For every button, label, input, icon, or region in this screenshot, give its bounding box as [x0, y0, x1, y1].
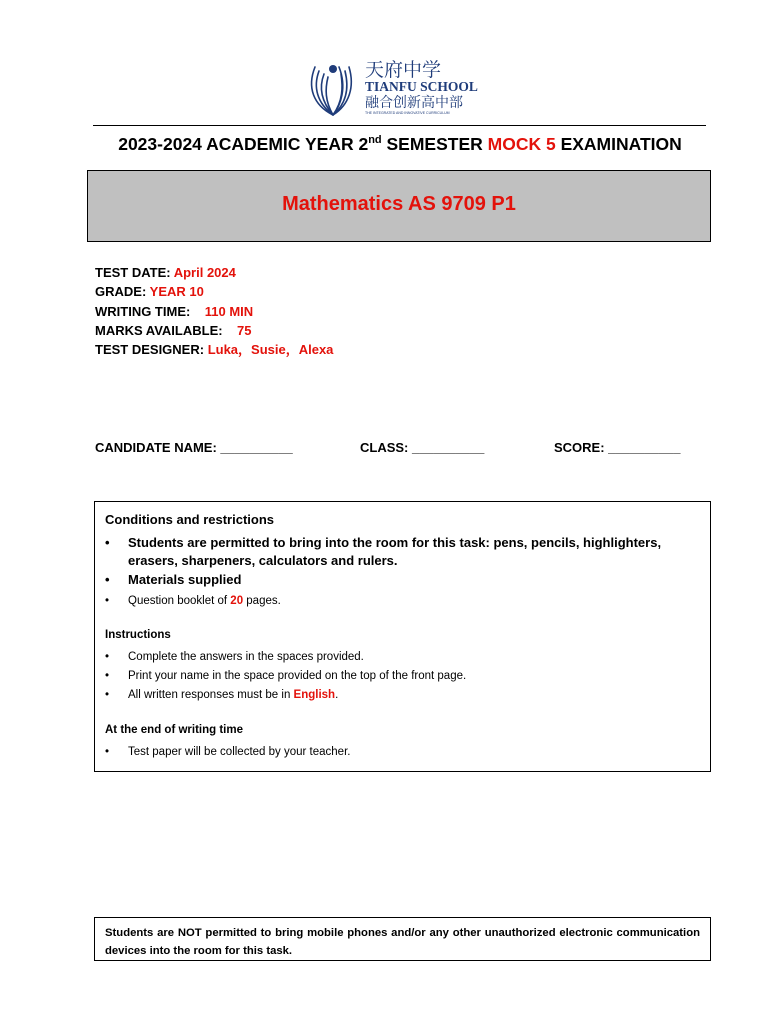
logo-chinese-name: 天府中学 [365, 59, 442, 81]
instruction-item-text: Complete the answers in the spaces provided. [128, 651, 364, 663]
booklet-item [105, 592, 695, 610]
booklet-pages: 20 [230, 595, 244, 607]
end-item [105, 743, 695, 761]
bullet-icon: • [105, 689, 110, 701]
exam-title-prefix: 2023-2024 ACADEMIC YEAR 2 [118, 134, 369, 154]
language-suffix: . [335, 689, 339, 701]
bullet-icon: • [105, 595, 110, 607]
grade-value: YEAR 10 [149, 284, 204, 300]
exam-title-superscript: nd [368, 134, 382, 147]
test-date-value: April 2024 [173, 265, 236, 280]
end-heading: At the end of writing time [105, 724, 243, 736]
exam-title-mid: SEMESTER [381, 134, 488, 154]
subject-title: Mathematics AS 9709 P1 [282, 193, 516, 215]
designer-value: Luka，Susie，Alexa [207, 342, 334, 358]
bullet-icon: • [105, 746, 110, 758]
instruction-item [105, 648, 695, 666]
end-item-text: Test paper will be collected by your teacher. [128, 746, 351, 758]
score-field: SCORE: __________ [554, 440, 681, 455]
writing-time-line [95, 302, 333, 321]
bullet-icon: • [105, 670, 110, 682]
school-logo [303, 55, 498, 121]
class-field: CLASS: __________ [360, 440, 485, 455]
logo-motto: 融合创新高中部 [365, 95, 463, 111]
exam-title-mock: MOCK 5 [487, 134, 556, 154]
writing-time-label: WRITING TIME: [95, 303, 205, 319]
condition-item [105, 534, 695, 570]
booklet-prefix: Question booklet of [128, 595, 231, 607]
marks-line [95, 321, 333, 340]
conditions-box [94, 501, 711, 772]
electronic-devices-warning: Students are NOT permitted to bring mobile phones and/or any other unauthorized electronic communication devices into the room for this task. [94, 917, 711, 961]
language-prefix: All written responses must be in [128, 689, 294, 701]
test-date-label: TEST DATE: [95, 265, 174, 280]
condition-item-text: Students are permitted to bring into the room for this task: pens, pencils, highlighters, erasers, sharpeners, calculators and rulers. [128, 535, 662, 568]
bullet-icon: • [105, 535, 110, 550]
grade-line [95, 282, 333, 301]
logo-english-name: TIANFU SCHOOL [365, 79, 478, 94]
logo-tagline: THE INTEGRATED AND INNOVATIVE CURRICULUM [365, 111, 450, 115]
designer-label: TEST DESIGNER: [95, 342, 208, 358]
booklet-suffix: pages. [243, 595, 281, 607]
subject-box [87, 170, 711, 242]
writing-time-value: 110 MIN [204, 303, 254, 319]
header-divider [93, 125, 706, 126]
grade-label: GRADE: [95, 284, 150, 300]
marks-label: MARKS AVAILABLE: [95, 322, 238, 338]
marks-value: 75 [237, 322, 252, 338]
conditions-heading: Conditions and restrictions [105, 512, 275, 527]
bullet-icon: • [105, 651, 110, 663]
bullet-icon: • [105, 572, 110, 587]
instruction-item-text: Print your name in the space provided on the top of the front page. [128, 670, 467, 682]
test-info [95, 263, 333, 359]
candidate-name-field: CANDIDATE NAME: __________ [95, 440, 293, 455]
logo-emblem-icon [303, 55, 498, 121]
exam-title [0, 134, 768, 155]
test-date-line [95, 263, 333, 282]
language-value: English [293, 689, 336, 701]
language-item [105, 686, 695, 704]
exam-title-suffix: EXAMINATION [555, 134, 682, 154]
condition-item-text: Materials supplied [128, 572, 242, 587]
instructions-heading: Instructions [105, 629, 171, 641]
instruction-item [105, 667, 695, 685]
designer-line [95, 340, 333, 359]
condition-item [105, 571, 695, 589]
